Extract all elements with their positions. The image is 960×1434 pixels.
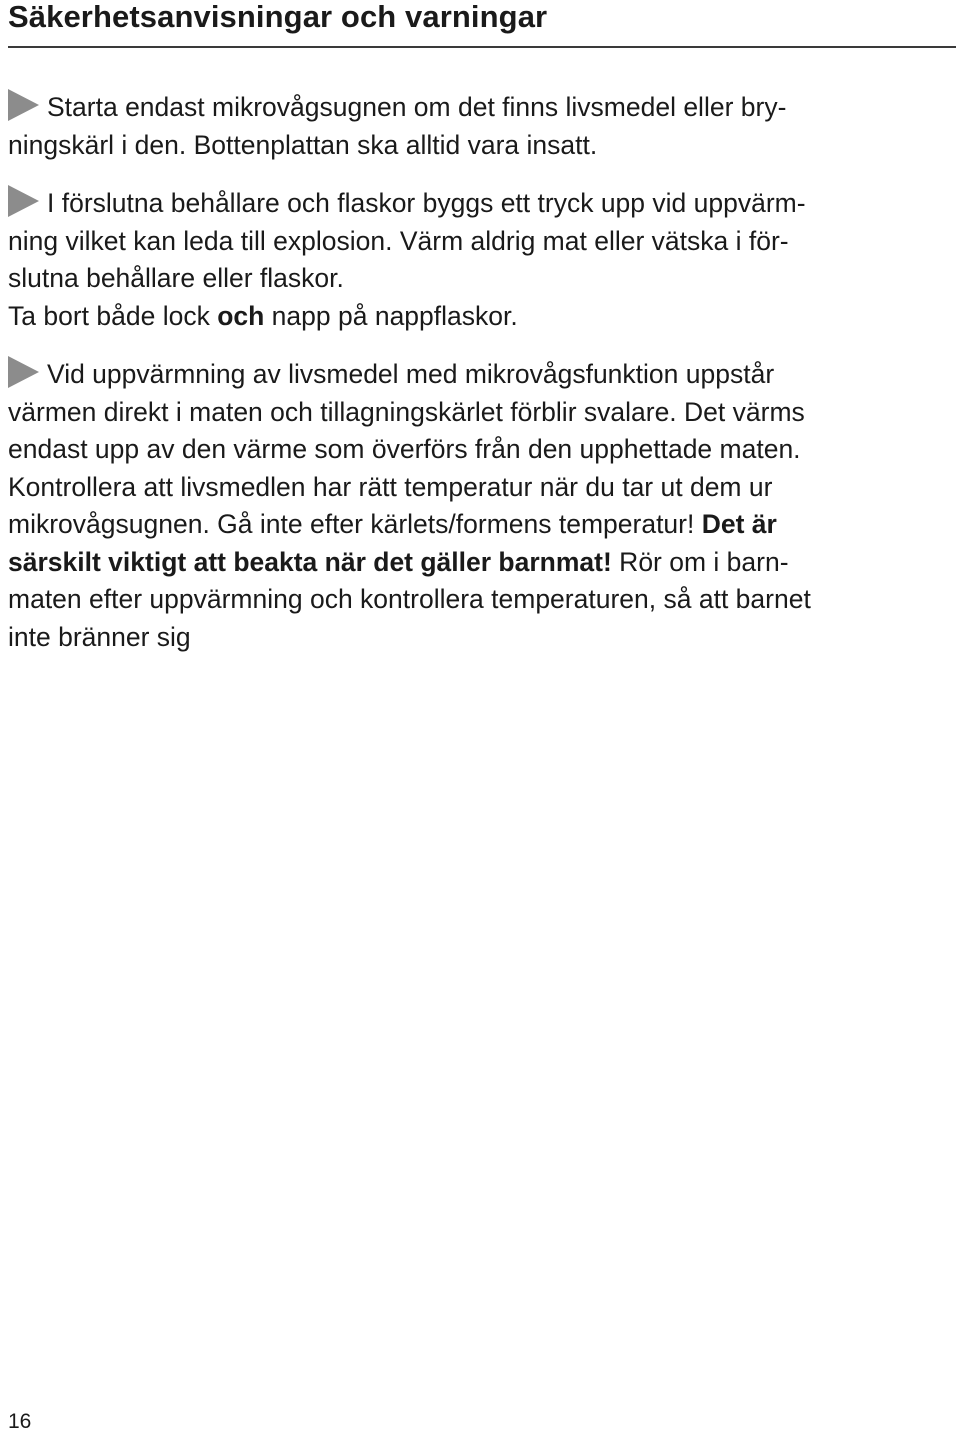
page-title: Säkerhetsanvisningar och varningar (8, 0, 548, 34)
text-line: endast upp av den värme som överförs från den upphettade maten. (8, 434, 801, 464)
text-line (8, 356, 956, 394)
text-segment: Ta bort både lock (8, 300, 218, 331)
text-segment: napp på nappflaskor. (264, 300, 518, 331)
safety-instructions (8, 89, 956, 677)
text-line-content: I förslutna behållare och flaskor byggs ett tryck upp vid uppvärm- (47, 188, 806, 218)
text-line: slutna behållare eller flaskor. (8, 263, 344, 293)
title-divider (8, 46, 956, 48)
text-line: Kontrollera att livsmedlen har rätt temperatur när du tar ut dem ur (8, 471, 773, 502)
text-line (8, 89, 956, 127)
text-line: ning vilket kan leda till explosion. Värm aldrig mat eller vätska i för- (8, 225, 789, 256)
safety-paragraph-1 (8, 89, 956, 164)
text-line: inte bränner sig (8, 621, 191, 652)
text-segment: Rör om i barn- (611, 546, 789, 577)
text-line (8, 185, 956, 223)
text-segment: mikrovågsugnen. Gå inte efter kärlets/formens temperatur! (8, 509, 702, 539)
text-line: ningskärl i den. Bottenplattan ska alltid vara insatt. (8, 129, 598, 160)
text-line (8, 506, 956, 544)
text-line: maten efter uppvärmning och kontrollera temperaturen, så att barnet (8, 584, 811, 614)
safety-paragraph-2 (8, 185, 956, 335)
triangle-arrow-right-icon (8, 185, 39, 217)
page-number: 16 (8, 1410, 32, 1433)
text-line: värmen direkt i maten och tillagningskärlet förblir svalare. Det värms (8, 396, 805, 427)
text-line-content: Vid uppvärmning av livsmedel med mikrovågsfunktion uppstår (47, 359, 775, 389)
text-line (8, 544, 956, 582)
emphasis-text: särskilt viktigt att beakta när det gäller barnmat! (8, 546, 612, 577)
text-line-content: Starta endast mikrovågsugnen om det finns livsmedel eller bry- (47, 92, 787, 122)
text-line (8, 298, 956, 336)
triangle-arrow-right-icon (8, 356, 39, 388)
safety-paragraph-3 (8, 356, 956, 656)
triangle-arrow-right-icon (8, 89, 39, 121)
emphasis-text: och (217, 300, 265, 331)
emphasis-text: Det är (701, 509, 777, 539)
